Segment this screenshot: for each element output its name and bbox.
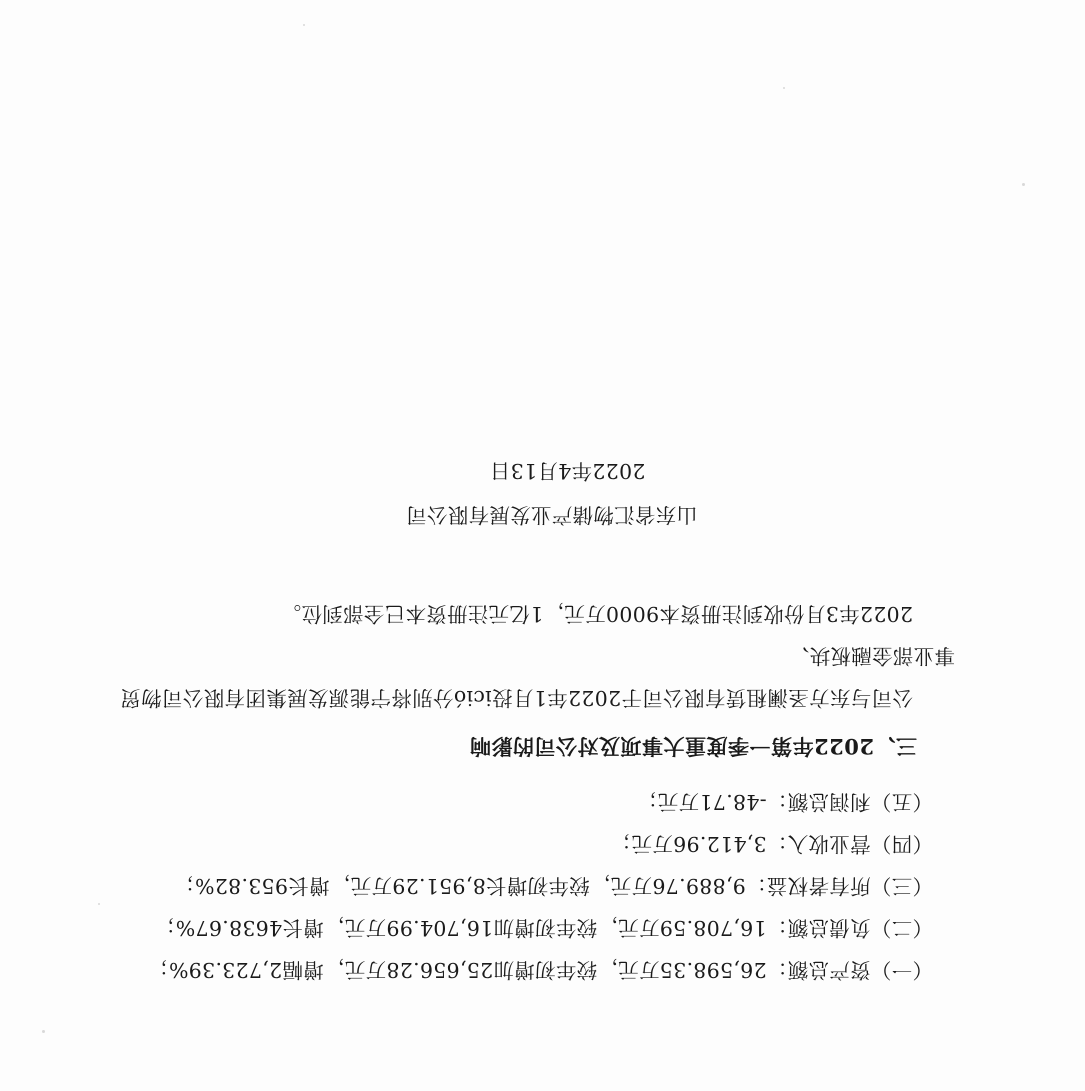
scan-speck bbox=[98, 903, 100, 905]
scan-speck bbox=[42, 1030, 45, 1033]
financial-item-asset-total: （一）资产总额：26,598.35万元，较年初增加25,656.28万元，增幅2,723.39%； bbox=[147, 958, 933, 982]
signature-date: 2022年4月13日 bbox=[489, 459, 646, 483]
body-paragraph-2: 2022年3月份收到注册资本9000万元，1亿元注册资本已全部到位。 bbox=[280, 602, 913, 626]
financial-item-owners-equity: （三）所有者权益：9,889.76万元，较年初增长8,951.29万元，增长953.82%； bbox=[173, 874, 933, 898]
body-paragraph-1: 公司与东方圣澜租赁有限公司于2022年1月投ició分别将宁能源发展集团有限公司物贸事业部金融板块、 bbox=[120, 644, 955, 710]
signature-spacer bbox=[120, 537, 955, 593]
financial-item-liability-total: （二）负债总额：16,708.59万元，较年初增加16,704.99万元，增长4638.67%； bbox=[154, 916, 933, 940]
financial-item-operating-revenue: （四）营业收入：3,412.96万元； bbox=[610, 832, 933, 856]
signature-company-name: 山东省汇物储产业发展有限公司 bbox=[405, 503, 698, 527]
scan-speck bbox=[1022, 183, 1025, 186]
section-heading-major-events: 三、2022年第一季度重大事项及对公司的影响 bbox=[469, 734, 917, 759]
scan-speck bbox=[783, 87, 785, 89]
scan-speck bbox=[303, 24, 305, 26]
financial-item-total-profit: （五）利润总额：-48.71万元； bbox=[636, 790, 933, 814]
